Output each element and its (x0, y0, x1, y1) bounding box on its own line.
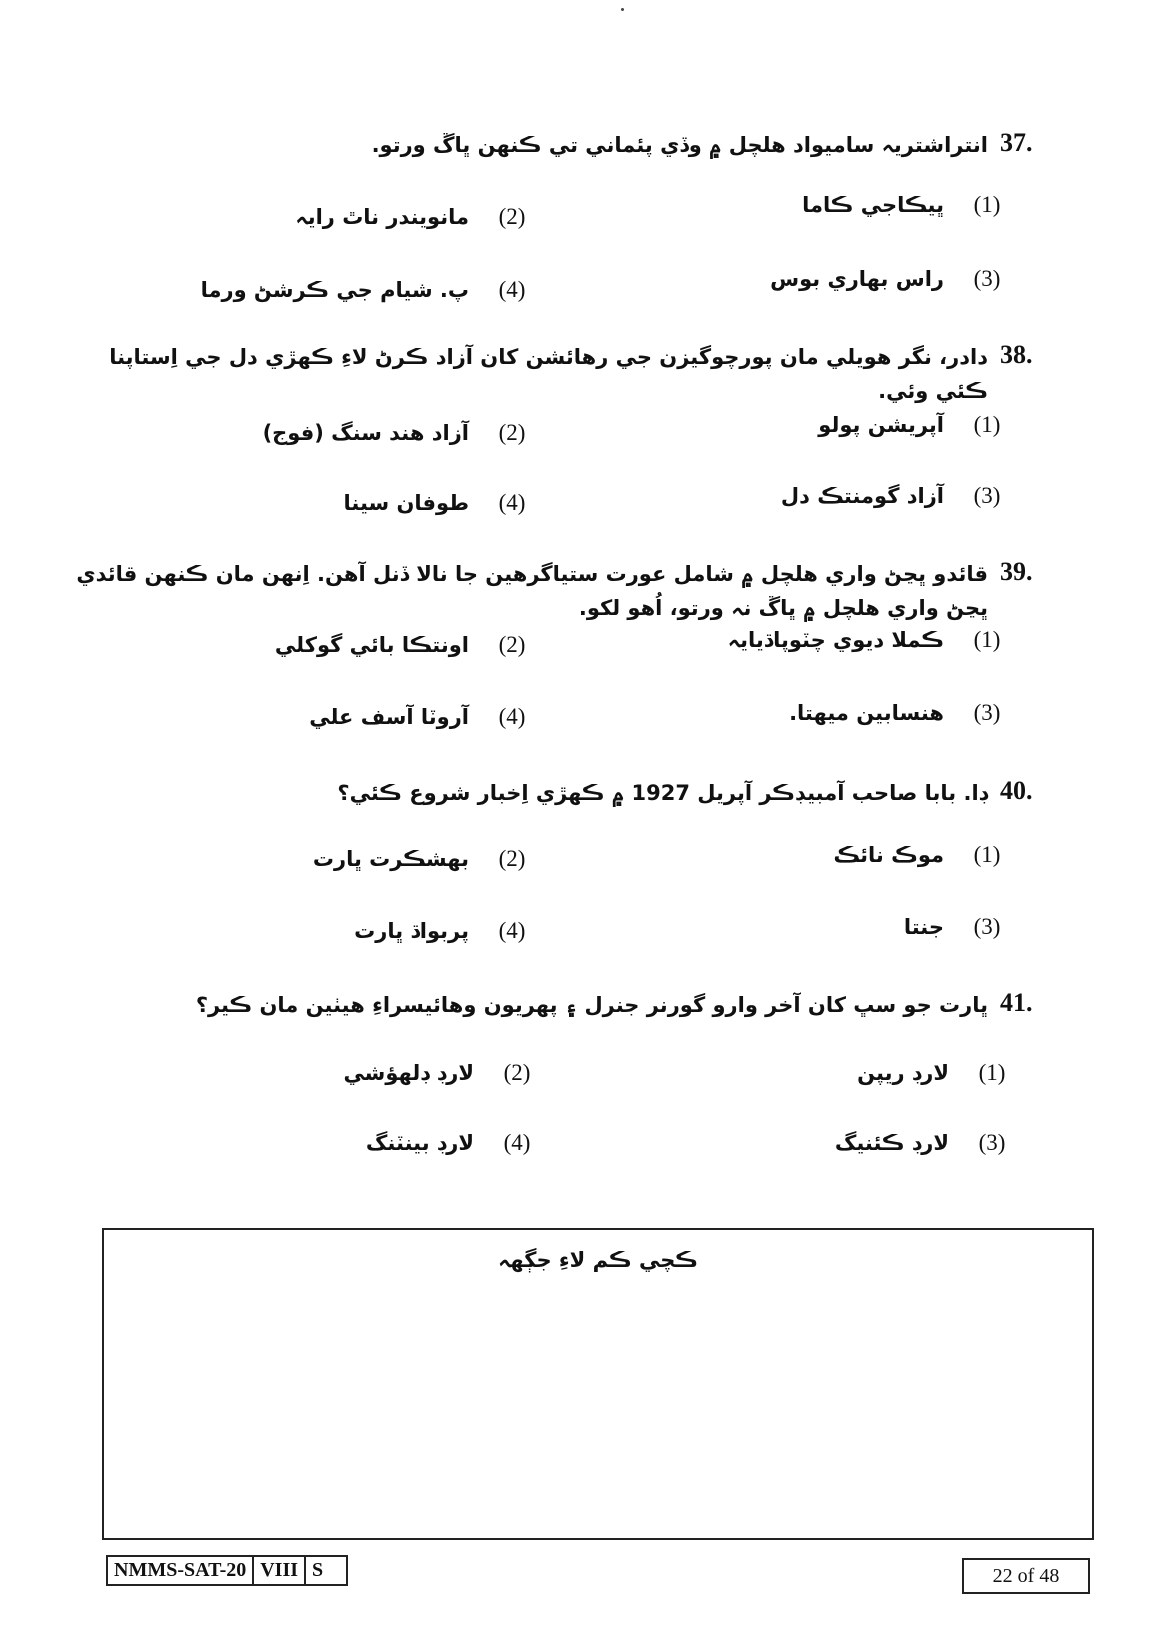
option-text: آزاد هند سنگ (فوج) (262, 421, 469, 445)
option-number: (3) (978, 1130, 1006, 1155)
option-text: آروٽا آسف علي (309, 705, 469, 729)
option-number: (1) (978, 1060, 1006, 1085)
option-38-4 (344, 490, 538, 516)
exam-set: S (312, 1559, 324, 1581)
option-number: (4) (498, 277, 526, 302)
option-number: (4) (498, 918, 526, 943)
option-41-2 (343, 1060, 542, 1086)
option-41-4 (366, 1130, 542, 1156)
option-40-1 (833, 842, 1012, 868)
question-text: ڊا. بابا صاحب آمبيڊڪر آپريل 1927 ۾ ڪهڙي اِخبار شروع ڪئي؟ (337, 781, 988, 805)
option-number: (1) (973, 627, 1001, 652)
page-number: 22 of 48 (962, 1558, 1090, 1594)
option-text: پربواڌ ڀارت (354, 919, 469, 943)
rough-work-box (102, 1228, 1094, 1540)
exam-code-box (106, 1555, 348, 1586)
option-39-4 (309, 704, 537, 730)
option-text: آپريشن پولو (818, 413, 944, 437)
option-text: طوفان سينا (343, 491, 469, 515)
option-number: (3) (973, 914, 1001, 939)
option-41-1 (857, 1060, 1017, 1086)
question-text: دادر، نگر هويلي مان پورچوگيزن جي رهائشن کان آزاد ڪرڻ لاءِ ڪهڙي دل جي اِستاپنا ڪئي وئي. (109, 345, 988, 403)
scan-speck (621, 8, 624, 11)
option-39-2 (275, 632, 537, 658)
option-text: لارڊ ڊلهؤشي (343, 1061, 474, 1085)
option-39-3 (789, 700, 1012, 726)
option-number: (4) (498, 704, 526, 729)
option-text: لارڊ ڪئنيگ (834, 1131, 949, 1155)
option-number: (1) (973, 192, 1001, 217)
option-text: راس بهاري بوس (770, 267, 944, 291)
option-text: پ. شيام جي ڪرشڻ ورما (200, 278, 469, 302)
option-text: آزاد گومنتڪ دل (780, 484, 944, 508)
option-number: (4) (503, 1130, 531, 1155)
option-number: (2) (498, 420, 526, 445)
question-number: 37. (1000, 128, 1033, 157)
question-text: انتراشتريہ ساميواد هلچل ۾ وڏي پئماني تي ڪنهن ڀاڱ ورتو. (371, 133, 988, 157)
option-text: بهشڪرت ڀارت (312, 847, 469, 871)
option-37-2 (295, 204, 537, 230)
option-number: (4) (498, 490, 526, 515)
option-number: (3) (973, 700, 1001, 725)
rough-work-title: ڪچي ڪم لاءِ جڳهہ (498, 1248, 698, 1272)
option-text: جنتا (903, 915, 944, 939)
question-text: قائدو ڀڃڻ واري هلچل ۾ شامل عورت ستياگرهين جا نالا ڏنل آهن. اِنهن مان ڪنهن قائدي ڀڃڻ واري هلچل ۾ ڀاڱ نہ ورتو، اُهو لکو. (76, 562, 988, 620)
question-text: ڀارت جو سڀ کان آخر وارو گورنر جنرل ۽ پهريون وهائيسراءِ هيٺين مان ڪير؟ (195, 993, 988, 1017)
question-number: 38. (1000, 340, 1033, 369)
option-text: ڀيڪاجي ڪاما (802, 193, 944, 217)
option-number: (2) (503, 1060, 531, 1085)
option-38-2 (263, 420, 537, 446)
option-text: اونتڪا بائي گوکلي (274, 633, 469, 657)
option-text: لارڊ بينٽنگ (365, 1131, 474, 1155)
option-text: مانويندر ناٿ رايہ (295, 205, 469, 229)
option-number: (2) (498, 204, 526, 229)
option-40-2 (313, 846, 537, 872)
option-37-4 (201, 277, 537, 303)
option-number: (3) (973, 266, 1001, 291)
option-41-3 (835, 1130, 1017, 1156)
option-38-1 (818, 412, 1012, 438)
option-37-1 (802, 192, 1012, 218)
option-text: هنسابين ميهتا. (789, 701, 944, 725)
exam-code: NMMS-SAT-20 (108, 1557, 254, 1584)
exam-class: VIII (254, 1557, 306, 1584)
option-38-3 (781, 483, 1012, 509)
question-number: 39. (1000, 557, 1033, 586)
option-37-3 (770, 266, 1012, 292)
question-number: 40. (1000, 776, 1033, 805)
option-text: موڪ نائڪ (833, 843, 944, 867)
option-40-4 (354, 918, 537, 944)
option-number: (1) (973, 412, 1001, 437)
option-number: (2) (498, 632, 526, 657)
question-number: 41. (1000, 988, 1033, 1017)
option-39-1 (728, 627, 1012, 653)
option-number: (3) (973, 483, 1001, 508)
option-text: لارڊ ريپن (857, 1061, 949, 1085)
option-number: (2) (498, 846, 526, 871)
option-40-3 (904, 914, 1012, 940)
option-text: ڪملا ديوي چٽوپاڌيايہ (727, 628, 944, 652)
option-number: (1) (973, 842, 1001, 867)
